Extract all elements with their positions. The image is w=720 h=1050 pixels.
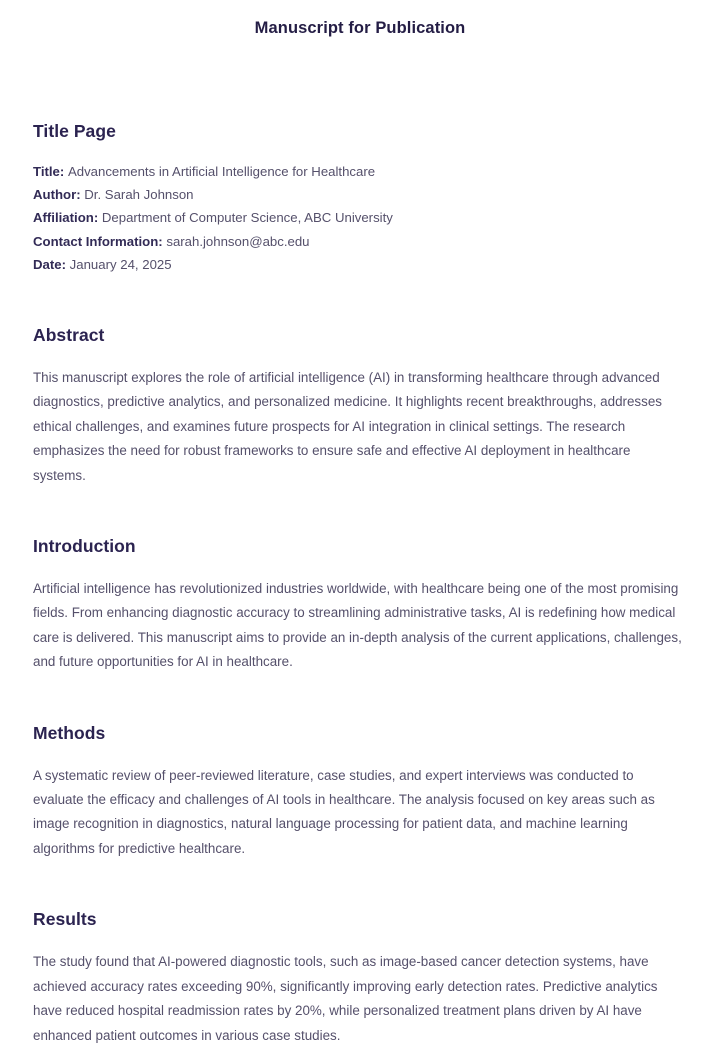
metadata-separator-contact-information: : — [158, 233, 167, 249]
section-body-methods: A systematic review of peer-reviewed literature, case studies, and expert interviews was conducted to evaluate the efficacy and challenges of AI tools in healthcare. The analysis focused on key areas such as image recognition in diagnostics, natural language processing for patient data, and machine learning algorithms for predictive healthcare. — [33, 767, 655, 856]
metadata-value-affiliation: Department of Computer Science, ABC University — [101, 210, 393, 226]
metadata-label-contact-information: Contact Information — [33, 233, 159, 249]
metadata-label-title: Title — [33, 164, 60, 179]
metadata-label-affiliation: Affiliation — [33, 210, 94, 226]
metadata-value-title: Advancements in Artificial Intelligence for Healthcare — [67, 164, 376, 179]
metadata-separator-title: : — [59, 164, 68, 179]
section-heading-methods: Methods — [33, 722, 106, 743]
metadata-value-date: January 24, 2025 — [69, 256, 172, 272]
section-body-results: The study found that AI-powered diagnostic tools, such as image-based cancer detection systems, have achieved accuracy rates exceeding 90%, significantly improving early detection rates. Predictive analytics have reduced hospital readmission rates by 20%, while personalized treatment plans driven by AI have enhanced patient outcomes in various case studies. — [33, 954, 658, 1043]
metadata-value-author: Dr. Sarah Johnson — [84, 187, 194, 203]
section-title-page — [33, 39, 687, 276]
metadata-row-title — [33, 160, 687, 183]
section-abstract — [33, 276, 687, 488]
title-page-metadata-list — [33, 142, 687, 276]
section-heading-abstract: Abstract — [33, 325, 105, 346]
section-introduction — [33, 488, 687, 675]
section-body-abstract: This manuscript explores the role of artificial intelligence (AI) in transforming healthcare through advanced diagnostics, predictive analytics, and personalized medicine. It highlights recent breakthroughs, addresses ethical challenges, and examines future prospects for AI integration in clinical settings. The research emphasizes the need for robust frameworks to ensure safe and effective AI deployment in healthcare systems. — [33, 370, 662, 483]
metadata-separator-affiliation: : — [93, 210, 102, 226]
section-heading-results: Results — [33, 909, 97, 930]
metadata-row-contact-information — [33, 230, 687, 253]
section-results — [33, 861, 687, 1048]
metadata-label-author: Author — [33, 187, 77, 203]
metadata-row-date — [33, 253, 687, 276]
document-title: Manuscript for Publication — [254, 19, 466, 37]
section-heading-introduction: Introduction — [33, 536, 136, 557]
section-heading-title-page: Title Page — [33, 121, 116, 141]
section-body-introduction: Artificial intelligence has revolutionized industries worldwide, with healthcare being one of the most promising fields. From enhancing diagnostic accuracy to streamlining administrative tasks, AI is redefining how medical care is delivered. This manuscript aims to provide an in-depth analysis of the current applications, challenges, and future opportunities for AI in healthcare. — [33, 581, 682, 670]
metadata-separator-date: : — [61, 256, 70, 272]
metadata-row-affiliation — [33, 206, 687, 229]
metadata-row-author — [33, 183, 687, 206]
metadata-value-contact-information: sarah.johnson@abc.edu — [166, 233, 310, 249]
metadata-label-date: Date — [33, 256, 62, 272]
metadata-separator-author: : — [76, 187, 85, 203]
section-methods — [33, 675, 687, 862]
